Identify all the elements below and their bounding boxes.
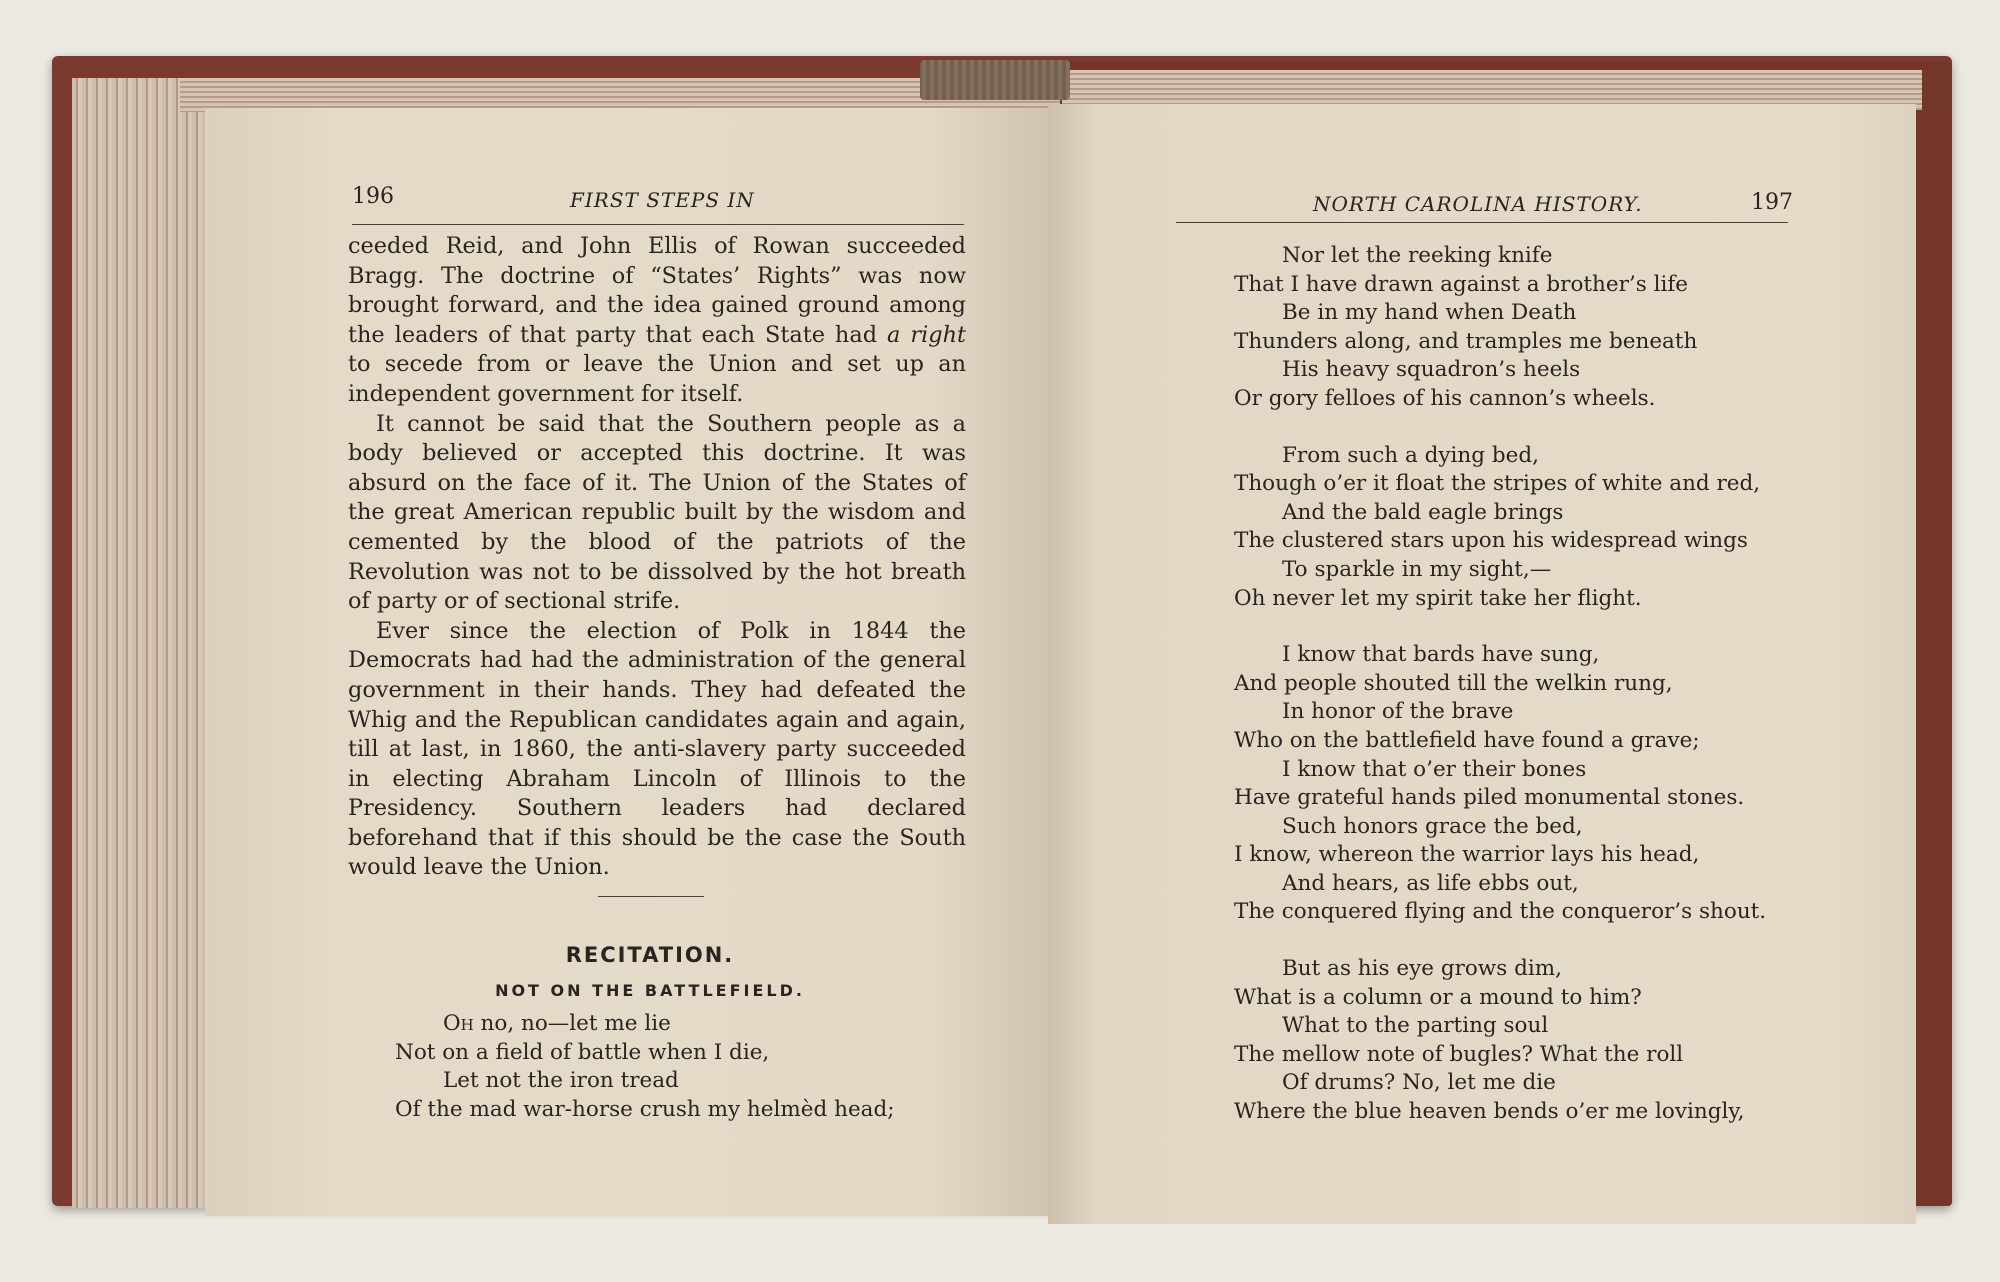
poem-line: The mellow note of bugles? What the roll [1234, 1041, 1684, 1067]
right-page [1048, 104, 1916, 1224]
poem-line: In honor of the brave [1282, 699, 1514, 725]
poem-line: I know, whereon the warrior lays his head, [1234, 842, 1700, 868]
poem-line: Let not the iron tread [443, 1068, 679, 1094]
page-edges-left [72, 78, 222, 1208]
running-head-left: FIRST STEPS IN [570, 188, 755, 212]
header-rule-left [352, 224, 964, 225]
poem-line: Oh never let my spirit take her flight. [1234, 585, 1642, 611]
page-number-right: 197 [1751, 190, 1793, 215]
left-page [205, 108, 1055, 1216]
section-divider [598, 896, 704, 897]
poem-line: And the bald eagle brings [1282, 499, 1564, 525]
paragraph-3: Ever since the election of Polk in 1844 the Democrats had had the administration of the general government in their hands. They had defeated the Whig and the Republican candidates again and again, till at last, in 1860, the anti-slavery party succeeded in electing Abraham Lincoln of Illinois to the Presidency. Southern leaders had declared beforehand that if this should be the case the South would leave the Union. [348, 617, 966, 881]
poem-line: Thunders along, and tramples me beneath [1234, 328, 1698, 354]
poem-line: From such a dying bed, [1282, 442, 1539, 468]
page-number-left: 196 [352, 184, 394, 209]
header-rule-right [1176, 222, 1788, 223]
poem-line: Though o’er it float the stripes of white and red, [1234, 471, 1761, 497]
poem-line: Not on a field of battle when I die, [395, 1039, 770, 1065]
poem-line: What is a column or a mound to him? [1234, 984, 1642, 1010]
book-spine [920, 60, 1070, 100]
left-poem [395, 1010, 895, 1124]
poem-line: Nor let the reeking knife [1282, 243, 1553, 268]
italic-phrase: a right [887, 321, 966, 348]
poem-line: The conquered flying and the conqueror’s shout. [1234, 899, 1767, 925]
poem-line: Of the mad war-horse crush my helmèd head; [395, 1096, 895, 1122]
poem-line: But as his eye grows dim, [1282, 956, 1562, 982]
poem-line: Or gory felloes of his cannon’s wheels. [1234, 385, 1656, 411]
stanza-break [1234, 927, 1766, 955]
poem-line: To sparkle in my sight,— [1282, 556, 1552, 582]
left-prose [348, 232, 966, 883]
poem-line: What to the parting soul [1282, 1013, 1549, 1039]
poem-line: Have grateful hands piled monumental stones. [1234, 785, 1745, 811]
poem-line: The clustered stars upon his widespread wings [1234, 528, 1748, 554]
poem-line: And people shouted till the welkin rung, [1234, 670, 1673, 696]
right-poem [1234, 242, 1766, 1127]
poem-line: Oh no, no—let me lie [443, 1011, 671, 1036]
paragraph-1: ceeded Reid, and John Ellis of Rowan succeeded Bragg. The doctrine of “States’ Rights” was now brought forward, and the idea gained ground among the leaders of that party that each State had a right to secede from or leave the Union and set up an independent government for itself. [348, 233, 966, 407]
poem-line: And hears, as life ebbs out, [1282, 870, 1579, 896]
poem-line: I know that bards have sung, [1282, 642, 1600, 668]
poem-line: Who on the battlefield have found a grave; [1234, 727, 1700, 753]
stanza-break [1234, 613, 1766, 641]
poem-title: NOT ON THE BATTLEFIELD. [495, 981, 805, 1000]
poem-line: Such honors grace the bed, [1282, 813, 1583, 839]
poem-line: I know that o’er their bones [1282, 756, 1587, 782]
poem-line: Of drums? No, let me die [1282, 1070, 1556, 1096]
paragraph-2: It cannot be said that the Southern people as a body believed or accepted this doctrine. It was absurd on the face of it. The Union of the States of the great American republic built by the wisdom and cemented by the blood of the patriots of the Revolution was not to be dissolved by the hot breath of party or of sectional strife. [348, 410, 966, 615]
stanza-break [1234, 414, 1766, 442]
poem-line: His heavy squadron’s heels [1282, 357, 1581, 383]
poem-line: That I have drawn against a brother’s life [1234, 271, 1689, 297]
running-head-right: NORTH CAROLINA HISTORY. [1313, 192, 1643, 216]
section-title: RECITATION. [565, 943, 735, 967]
poem-line: Where the blue heaven bends o’er me lovingly, [1234, 1099, 1745, 1125]
poem-line: Be in my hand when Death [1282, 300, 1577, 326]
